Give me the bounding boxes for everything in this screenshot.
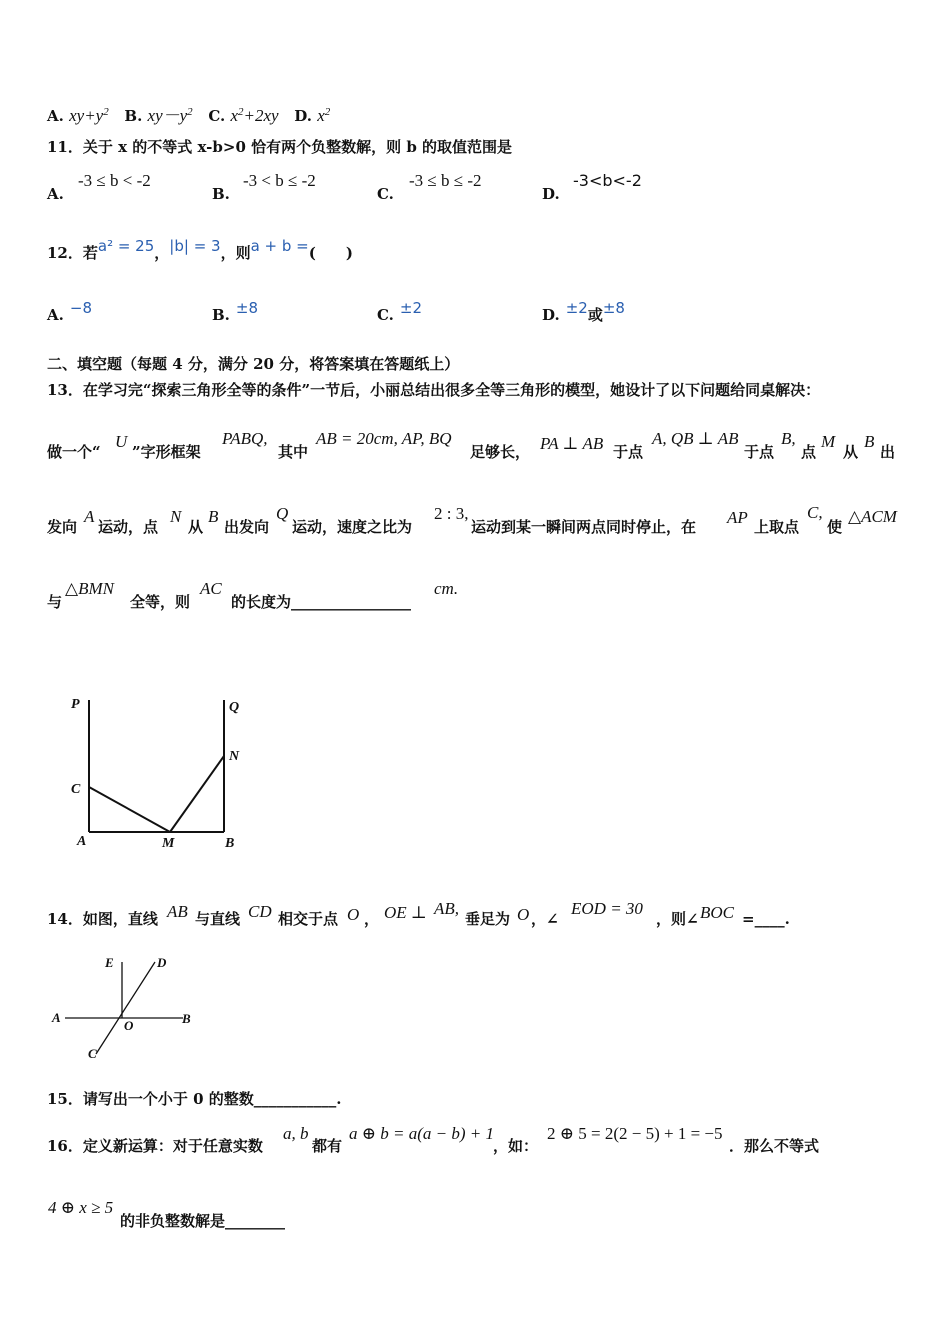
q14-answer-blank: =____.: [742, 910, 790, 928]
q10-option-d: $x^2$: [317, 106, 331, 125]
q11-stem: 11．关于 x 的不等式 x-b>0 恰有两个负整数解，则 b 的取值范围是: [47, 138, 513, 156]
q12-expr-a-squared: a² = 25: [97, 237, 155, 255]
q14-text: ，则∠: [656, 910, 699, 928]
q13-text: 出: [880, 443, 896, 461]
q12-expr-abs-b: |b| = 3: [169, 237, 221, 255]
q13-text: 全等，则: [130, 593, 191, 611]
q10-options: [47, 103, 330, 125]
label-m: M: [162, 836, 175, 851]
q14-math: AB,: [434, 899, 460, 918]
q11-option-a: -3 ≤ b < -2: [78, 171, 151, 190]
q13-text: 出发向: [224, 518, 270, 536]
q13-line1: 13．在学习完“探索三角形全等的条件”一节后，小丽总结出很多全等三角形的模型，她设计了以下问题给同桌解决：: [47, 381, 821, 399]
q13-math: B: [864, 432, 875, 451]
q12-expr-sum: a + b =: [250, 237, 309, 255]
q13-math: B: [208, 507, 219, 526]
q11-option-d: -3<b<-2: [573, 171, 642, 190]
q11-option-b-label: B.: [212, 185, 230, 203]
q14-text: ，: [364, 910, 380, 928]
q13-math: Q: [276, 504, 289, 523]
q11-option-d-label: D.: [542, 185, 560, 203]
q13-math: 2 : 3,: [434, 504, 469, 523]
q12-option-a: A. −8: [47, 299, 92, 324]
q14-text: 相交于点: [278, 910, 339, 928]
q14-math: CD: [248, 902, 272, 921]
label-n: N: [229, 749, 240, 764]
q13-math: AP: [727, 508, 748, 527]
q14-math: OE ⊥: [384, 903, 427, 922]
q14-math: EOD = 30: [571, 899, 643, 918]
q16-text: ．那么不等式: [729, 1137, 820, 1155]
section-title: 二、填空题（每题 4 分，满分 20 分，将答案填在答题纸上）: [47, 355, 460, 373]
line-cd: [96, 962, 155, 1054]
q16-inequality: 4 ⊕ x ≥ 5: [48, 1198, 114, 1217]
q13-math: AC: [200, 579, 222, 598]
label-o: O: [124, 1018, 134, 1033]
label-c: C: [71, 782, 81, 797]
q11-option-b: -3 < b ≤ -2: [243, 171, 316, 190]
q13-text: 使: [827, 518, 843, 536]
q13-line2: 做一个“: [47, 443, 101, 461]
q13-math: PA ⊥ AB: [540, 434, 604, 453]
q10-option-d-label: D.: [294, 107, 312, 125]
q12-option-d: D. ±2或±8: [542, 299, 625, 324]
q13-text: 于点: [744, 443, 775, 461]
q10-option-a-label: A.: [47, 107, 64, 125]
q13-math: M: [821, 432, 836, 451]
q14-text: 垂足为: [465, 910, 511, 928]
label-d: D: [157, 955, 167, 970]
q12-option-c: C. ±2: [377, 299, 423, 324]
label-a: A: [77, 834, 87, 849]
q13-math: C,: [807, 503, 823, 522]
q11-option-a-label: A.: [47, 185, 64, 203]
q16-answer-blank: 的非负整数解是________: [120, 1212, 286, 1230]
q12-stem: 12．若a² = 25，|b| = 3，则a + b =( ): [47, 237, 353, 262]
q14-text: 与直线: [195, 910, 241, 928]
q16-text: 16．定义新运算：对于任意实数: [47, 1137, 263, 1155]
q13-text: ”字形框架: [132, 443, 201, 461]
q13-text: 运动到某一瞬间两点同时停止，在: [471, 518, 697, 536]
q13-text: 运动，点: [98, 518, 159, 536]
q13-math: △BMN: [65, 579, 114, 598]
label-c: C: [88, 1046, 97, 1061]
q13-text: 足够长，: [470, 443, 531, 461]
q13-answer-blank: 的长度为________________: [231, 593, 412, 611]
q14-math: BOC: [700, 903, 734, 922]
q10-option-b: $xy-y^2$: [147, 106, 193, 125]
q13-math: A: [84, 507, 95, 526]
q13-math: B,: [781, 429, 796, 448]
q10-option-b-label: B.: [124, 107, 143, 125]
q13-text: 于点: [613, 443, 644, 461]
segment-mn: [170, 756, 224, 832]
q13-math: A, QB ⊥ AB: [652, 429, 739, 448]
q13-text: 与: [47, 593, 63, 611]
q14-figure: [45, 950, 205, 1065]
q13-frame-u: U: [115, 432, 128, 451]
q10-option-a: $xy+y^2$: [69, 106, 109, 125]
q13-text: 点: [801, 443, 817, 461]
q12-option-b: B. ±8: [212, 299, 259, 324]
q13-text: 从: [843, 443, 859, 461]
label-p: P: [71, 697, 80, 712]
q13-math: AB = 20cm, AP, BQ: [316, 429, 452, 448]
q13-text: 上取点: [754, 518, 800, 536]
q13-math: PABQ,: [222, 429, 268, 448]
q14-text: 14．如图，直线: [47, 910, 158, 928]
q13-math: △ACM: [848, 507, 897, 526]
q14-math: O: [347, 905, 360, 924]
label-a: A: [52, 1010, 61, 1025]
q16-text: ，如：: [493, 1137, 539, 1155]
q15-stem: 15．请写出一个小于 0 的整数___________.: [47, 1090, 342, 1108]
q14-text: ，∠: [531, 910, 559, 928]
q13-text: 发向: [47, 518, 78, 536]
q16-math: a, b: [283, 1124, 309, 1143]
q14-math: AB: [167, 902, 188, 921]
label-q: Q: [229, 700, 240, 715]
q13-text: 从: [188, 518, 204, 536]
segment-cm: [89, 787, 170, 832]
q14-math: O: [517, 905, 530, 924]
q16-definition: a ⊕ b = a(a − b) + 1: [349, 1124, 494, 1143]
q10-option-c: $x^2+2xy$: [230, 106, 279, 125]
q13-math: N: [170, 507, 182, 526]
q11-option-c: -3 ≤ b ≤ -2: [409, 171, 482, 190]
q13-text: 其中: [278, 443, 309, 461]
q13-unit: cm.: [434, 579, 459, 598]
q16-text: 都有: [312, 1137, 343, 1155]
label-b: B: [225, 836, 235, 851]
q13-text: 运动，速度之比为: [292, 518, 413, 536]
q16-example: 2 ⊕ 5 = 2(2 − 5) + 1 = −5: [547, 1124, 723, 1143]
q10-option-c-label: C.: [208, 107, 226, 125]
label-b: B: [182, 1011, 191, 1026]
q11-option-c-label: C.: [377, 185, 394, 203]
label-e: E: [105, 955, 114, 970]
